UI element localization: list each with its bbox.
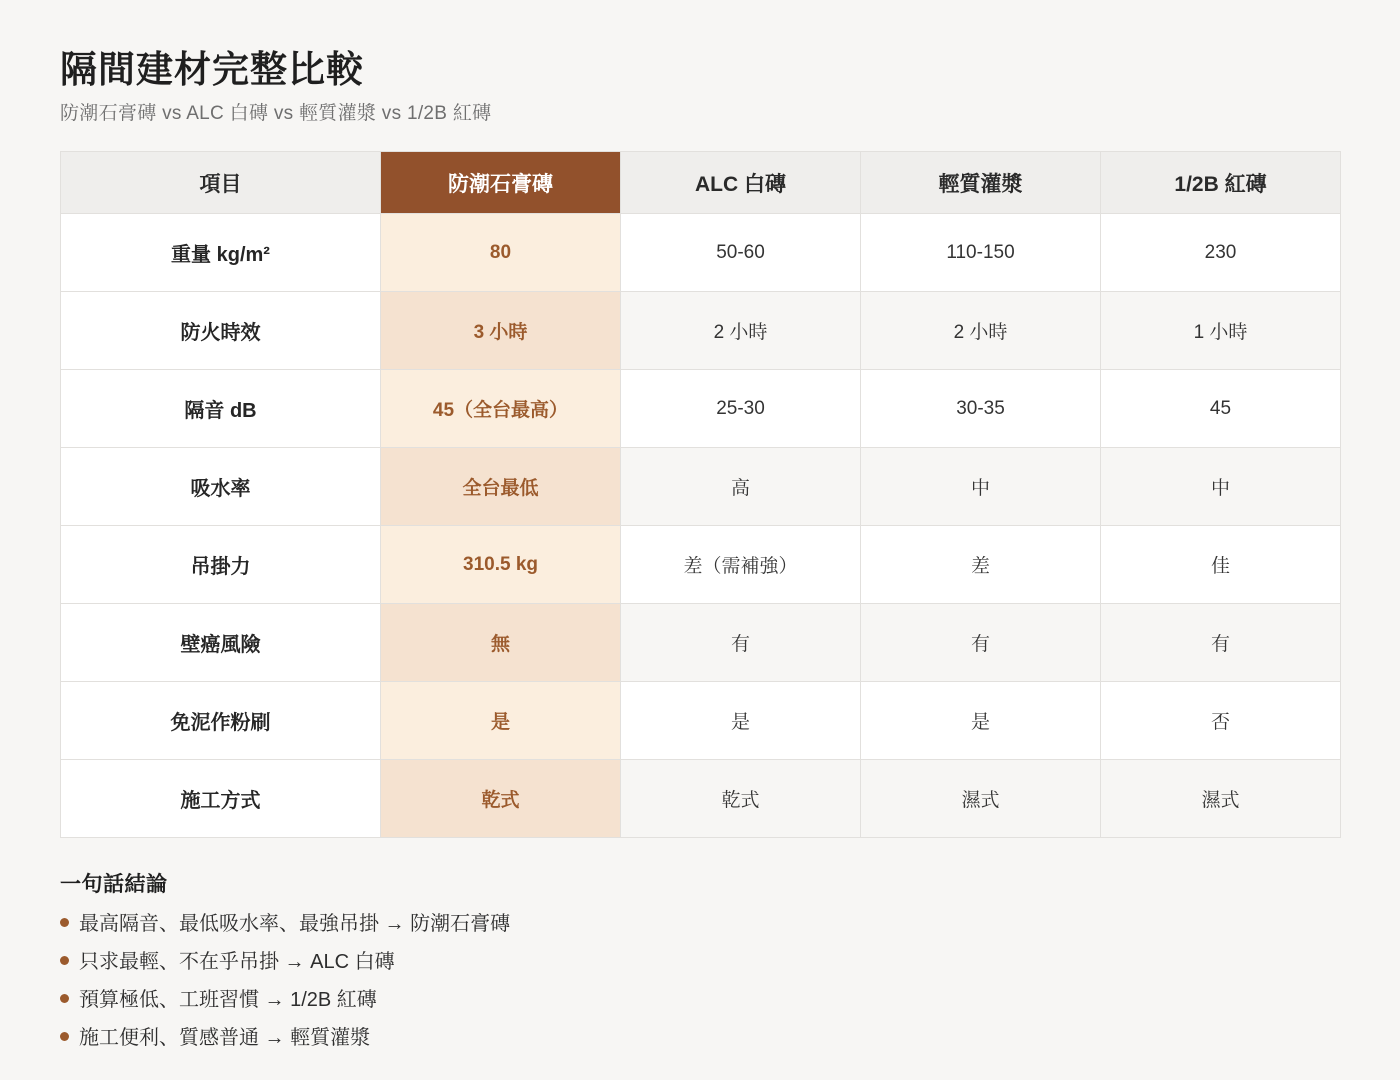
bullet-icon [60,994,69,1003]
cell-alc: 差（需補強） [621,526,861,604]
column-header-item: 項目 [61,152,381,214]
list-item-label: 施工便利、質感普通 → 輕質灌漿 [79,1027,371,1050]
table-body [61,214,1341,838]
list-item [60,1024,1340,1052]
summary-heading: 一句話結論 [60,873,168,897]
table-row [61,292,1341,370]
cell-highlight: 3 小時 [381,292,621,370]
cell-highlight: 310.5 kg [381,526,621,604]
cell-brick: 佳 [1101,526,1341,604]
bullet-icon [60,956,69,965]
table-row [61,370,1341,448]
table-row [61,526,1341,604]
cell-highlight: 是 [381,682,621,760]
column-header-alc: ALC 白磚 [621,152,861,214]
cell-grout: 2 小時 [861,292,1101,370]
cell-alc: 50-60 [621,214,861,292]
list-item-label: 預算極低、工班習慣 → 1/2B 紅磚 [79,989,377,1012]
table-row [61,214,1341,292]
bullet-icon [60,1032,69,1041]
cell-alc: 25-30 [621,370,861,448]
cell-grout: 濕式 [861,760,1101,838]
list-item [60,986,1340,1014]
list-item [60,948,1340,976]
cell-brick: 濕式 [1101,760,1341,838]
bullet-icon [60,918,69,927]
comparison-table [60,151,1341,838]
list-item-label: 最高隔音、最低吸水率、最強吊掛 → 防潮石膏磚 [79,913,511,936]
cell-grout: 30-35 [861,370,1101,448]
cell-grout: 是 [861,682,1101,760]
cell-grout: 差 [861,526,1101,604]
list-item [60,910,1340,938]
cell-highlight: 無 [381,604,621,682]
cell-alc: 是 [621,682,861,760]
row-label: 重量 kg/m² [61,214,381,292]
row-label: 吊掛力 [61,526,381,604]
cell-brick: 45 [1101,370,1341,448]
cell-grout: 有 [861,604,1101,682]
cell-grout: 110-150 [861,214,1101,292]
row-label: 吸水率 [61,448,381,526]
table-row [61,682,1341,760]
cell-highlight: 全台最低 [381,448,621,526]
cell-brick: 中 [1101,448,1341,526]
row-label: 免泥作粉刷 [61,682,381,760]
row-label: 防火時效 [61,292,381,370]
table-row [61,760,1341,838]
cell-brick: 230 [1101,214,1341,292]
cell-alc: 高 [621,448,861,526]
cell-grout: 中 [861,448,1101,526]
cell-alc: 乾式 [621,760,861,838]
summary-section [60,868,1340,1052]
column-header-lightweight-grout: 輕質灌漿 [861,152,1101,214]
cell-brick: 1 小時 [1101,292,1341,370]
cell-alc: 2 小時 [621,292,861,370]
table-header-row [61,152,1341,214]
table-row [61,448,1341,526]
column-header-red-brick: 1/2B 紅磚 [1101,152,1341,214]
cell-brick: 有 [1101,604,1341,682]
cell-highlight: 80 [381,214,621,292]
page-title: 隔間建材完整比較 [60,49,364,90]
row-label: 壁癌風險 [61,604,381,682]
cell-brick: 否 [1101,682,1341,760]
cell-highlight: 45（全台最高） [381,370,621,448]
column-header-highlight: 防潮石膏磚 [381,152,621,214]
table-row [61,604,1341,682]
row-label: 隔音 dB [61,370,381,448]
summary-list [60,910,1340,1052]
table-header [61,152,1341,214]
row-label: 施工方式 [61,760,381,838]
cell-highlight: 乾式 [381,760,621,838]
cell-alc: 有 [621,604,861,682]
list-item-label: 只求最輕、不在乎吊掛 → ALC 白磚 [79,951,395,974]
page-subtitle: 防潮石膏磚 vs ALC 白磚 vs 輕質灌漿 vs 1/2B 紅磚 [60,103,492,125]
